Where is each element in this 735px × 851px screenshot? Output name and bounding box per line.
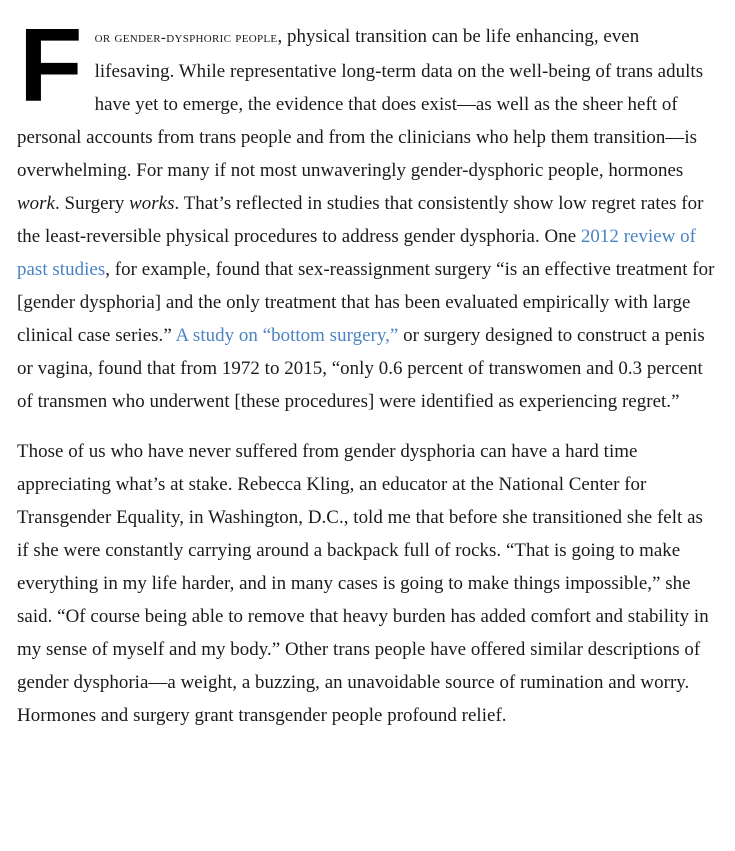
- paragraph-1-text-5: or surgery designed to construct a penis or vagina, found that from 1972 to 2015, “only 0.6 percent of transwomen and 0.3 percent of transmen who underwent [these procedures] were identified as experiencing regret.”: [17, 325, 705, 412]
- lead-in-smallcaps: or gender-dysphoric people: [94, 30, 278, 46]
- paragraph-1-text-1: , physical transition can be life enhancing, even lifesaving. While representative long-term data on the well-being of trans adults have yet to emerge, the evidence that does exist—as well as the sheer heft of personal accounts from trans people and from the clinicians who help them transition—is overwhelming. For many if not most unwaveringly gender-dysphoric people, hormones: [17, 26, 704, 181]
- paragraph-1-text-3: . That’s reflected in studies that consistently show low regret rates for the least-reversible physical procedures to address gender dysphoria. One: [17, 193, 704, 247]
- emphasis-work: work: [17, 193, 55, 214]
- review-of-past-studies-link[interactable]: 2012 review of past studies: [17, 226, 696, 280]
- paragraph-1-text-2: . Surgery: [54, 193, 130, 214]
- paragraph-1: [17, 8, 717, 418]
- bottom-surgery-study-link[interactable]: A study on “bottom surgery,”: [175, 325, 399, 346]
- paragraph-2: Those of us who have never suffered from gender dysphoria can have a hard time appreciating what’s at stake. Rebecca Kling, an educator at the National Center for Transgender Equality, in Washington, D.C., told me that before she transitioned she felt as if she were constantly carrying around a backpack full of rocks. “That is going to make everything in my life harder, and in many cases is going to make things impossible,” she said. “Of course being able to remove that heavy burden has added comfort and stability in my sense of myself and my body.” Other trans people have offered similar descriptions of gender dysphoria—a weight, a buzzing, an unavoidable source of rumination and worry. Hormones and surgery grant transgender people profound relief.: [17, 441, 709, 726]
- drop-cap: F: [19, 8, 83, 124]
- emphasis-works: works: [129, 193, 175, 214]
- paragraph-1-text-4: , for example, found that sex-reassignment surgery “is an effective treatment for [gender dysphoria] and the only treatment that has been evaluated empirically with large clinical case series.”: [17, 259, 715, 346]
- article-body: [17, 0, 717, 732]
